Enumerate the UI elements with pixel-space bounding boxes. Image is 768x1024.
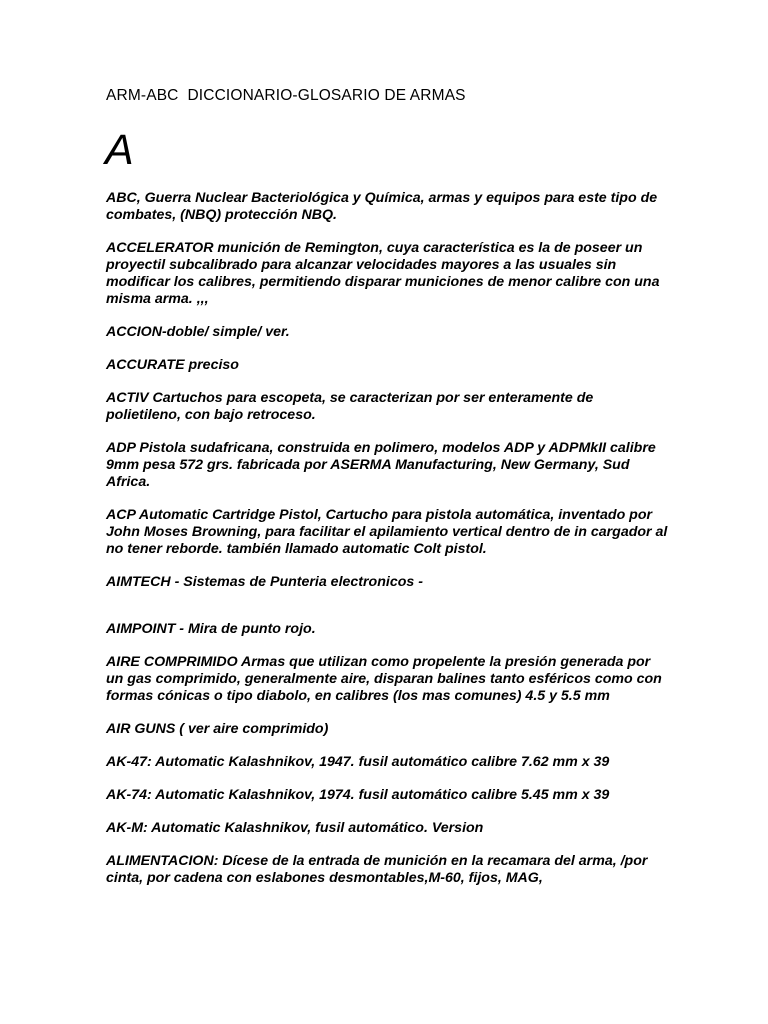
glossary-entry: ACCURATE preciso (106, 357, 239, 373)
glossary-entry: AIMPOINT - Mira de punto rojo. (106, 621, 316, 637)
glossary-entry: AIMTECH - Sistemas de Punteria electronicos - (106, 574, 423, 590)
glossary-entry: ACTIV Cartuchos para escopeta, se caracterizan por ser enteramente de polietileno, con bajo retroceso. (106, 390, 594, 423)
glossary-entry: ALIMENTACION: Dícese de la entrada de munición en la recamara del arma, /por cinta, por cadena con eslabones desmontables,M-60, fijos, MAG, (106, 853, 648, 886)
glossary-entry: AK-74: Automatic Kalashnikov, 1974. fusil automático calibre 5.45 mm x 39 (106, 787, 610, 803)
section-letter: A (105, 126, 134, 174)
glossary-entry: AIR GUNS ( ver aire comprimido) (106, 721, 329, 737)
glossary-entry: ADP Pistola sudafricana, construida en polimero, modelos ADP y ADPMkII calibre 9mm pesa 572 grs. fabricada por ASERMA Manufacturing, New Germany, Sud Africa. (106, 440, 656, 490)
glossary-entry: ACP Automatic Cartridge Pistol, Cartucho para pistola automática, inventado por John Moses Browning, para facilitar el apilamiento vertical dentro de in cargador al no tener reborde. también llamado automatic Colt pistol. (106, 507, 668, 557)
document-title: ARM-ABC DICCIONARIO-GLOSARIO DE ARMAS (106, 87, 466, 104)
glossary-entry: ACCELERATOR munición de Remington, cuya característica es la de poseer un proyectil subcalibrado para alcanzar velocidades mayores a las usuales sin modificar los calibres, permitiendo disparar municiones de menor calibre con una misma arma. ,,, (106, 240, 660, 307)
glossary-entry: ACCION-doble/ simple/ ver. (106, 324, 290, 340)
glossary-entry: ABC, Guerra Nuclear Bacteriológica y Química, armas y equipos para este tipo de combates, (NBQ) protección NBQ. (106, 190, 658, 223)
glossary-entry: AK-47: Automatic Kalashnikov, 1947. fusil automático calibre 7.62 mm x 39 (106, 754, 610, 770)
glossary-entry: AIRE COMPRIMIDO Armas que utilizan como propelente la presión generada por un gas comprimido, generalmente aire, disparan balines tanto esféricos como con formas cónicas o tipo diabolo, en calibres (los mas comunes) 4.5 y 5.5 mm (106, 654, 662, 704)
glossary-entries (106, 190, 668, 903)
document-page (105, 86, 668, 886)
glossary-entry: AK-M: Automatic Kalashnikov, fusil automático. Version (106, 820, 484, 836)
